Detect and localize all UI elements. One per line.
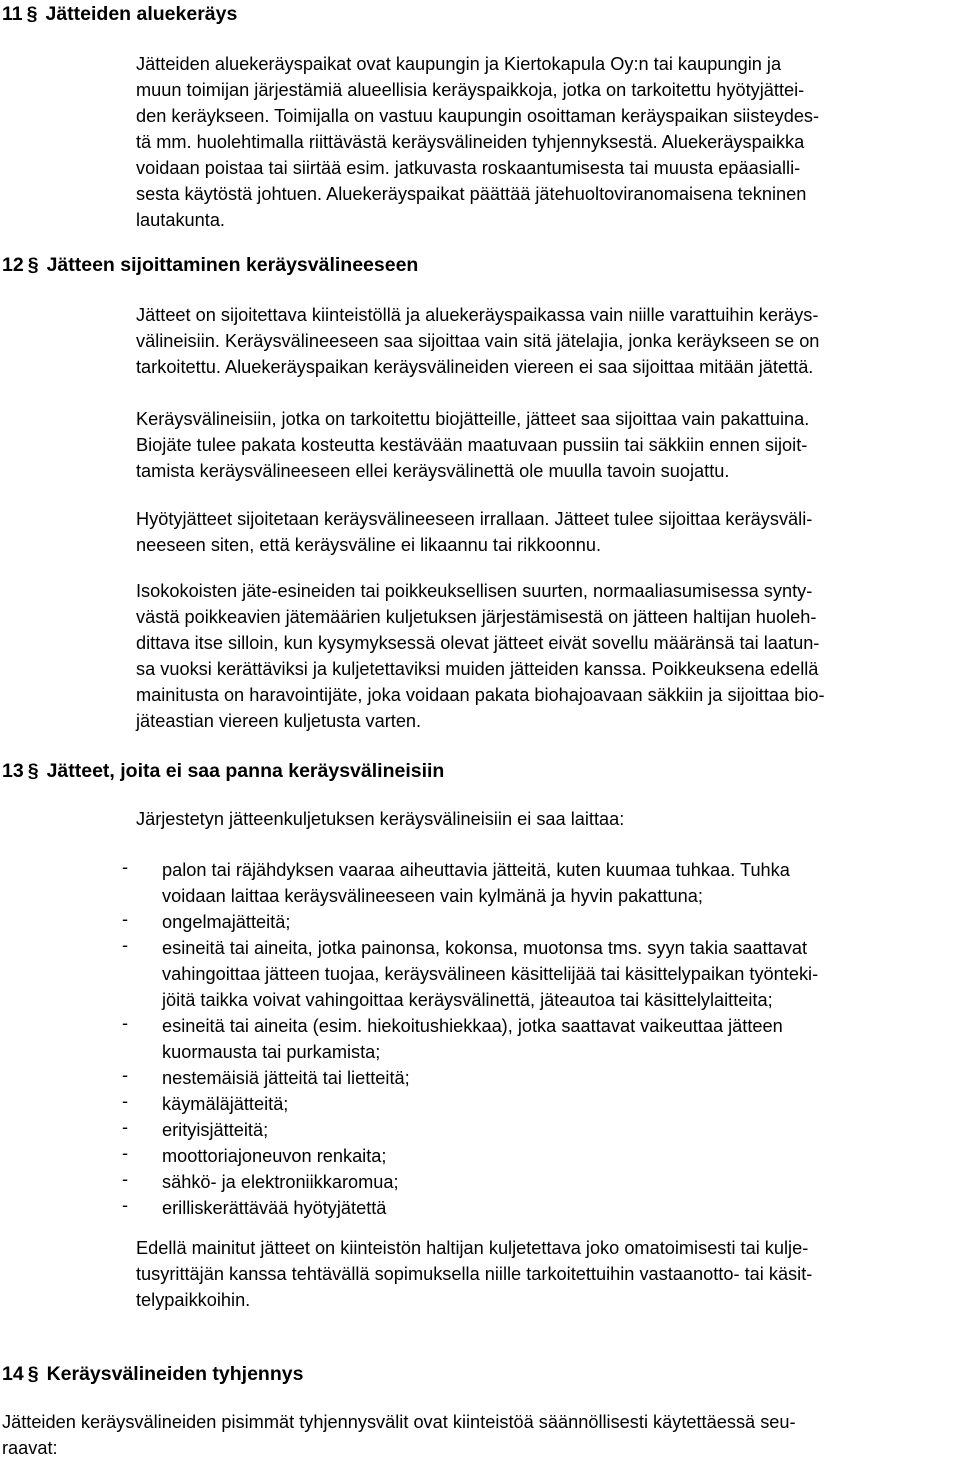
section-title: Jätteiden aluekeräys [45, 3, 238, 25]
section-12-paragraph-1 [136, 302, 956, 380]
section-title: Jätteen sijoittaminen keräysvälineeseen [46, 254, 419, 276]
list-item [120, 935, 956, 1013]
list-item [120, 1117, 956, 1143]
text-line: esineitä tai aineita, jotka painonsa, kokonsa, muotonsa tms. syyn takia saattavat [162, 938, 808, 958]
text-line: tarkoitettu. Aluekeräyspaikan keräysvälineiden viereen ei saa sijoittaa mitään jätettä. [136, 357, 814, 377]
list-marker: - [122, 935, 129, 955]
text-line: Isokokoisten jäte-esineiden tai poikkeuksellisen suurten, normaaliasumisessa synty- [136, 581, 813, 601]
list-item [120, 1169, 956, 1195]
section-number: 11 [2, 3, 23, 25]
section-number: 14 [2, 1363, 24, 1385]
section-symbol: § [27, 254, 39, 276]
text-line: esineitä tai aineita (esim. hiekoitushiekkaa), jotka saattavat vaikeuttaa jätteen [162, 1016, 783, 1036]
text-line: ongelmajätteitä; [162, 912, 291, 932]
section-14-heading [2, 1362, 303, 1386]
text-line: Jätteiden keräysvälineiden pisimmät tyhjennysvälit ovat kiinteistöä säännöllisesti käytettäessä seu- [2, 1412, 796, 1432]
text-line: Hyötyjätteet sijoitetaan keräysvälineeseen irrallaan. Jätteet tulee sijoittaa keräysväli- [136, 509, 813, 529]
text-line: moottoriajoneuvon renkaita; [162, 1146, 387, 1166]
list-item [120, 1143, 956, 1169]
text-line: voidaan poistaa tai siirtää esim. jatkuvasta roskaantumisesta tai muusta epäasialli- [136, 158, 801, 178]
text-line: Keräysvälineisiin, jotka on tarkoitettu biojätteille, jätteet saa sijoittaa vain pakattuina. [136, 409, 810, 429]
section-12-heading [2, 253, 418, 277]
list-marker: - [122, 857, 129, 877]
section-title: Keräysvälineiden tyhjennys [46, 1363, 304, 1385]
list-item [120, 1091, 956, 1117]
text-line: dittava itse silloin, kun kysymyksessä olevat jätteet eivät sovellu määränsä tai laatun- [136, 633, 820, 653]
list-item [120, 1065, 956, 1091]
text-line: tä mm. huolehtimalla riittävästä keräysvälineiden tyhjennyksestä. Aluekeräyspaikka [136, 132, 805, 152]
text-line: muun toimijan järjestämiä alueellisia keräyspaikkoja, jotka on tarkoitettu hyötyjättei- [136, 80, 805, 100]
section-symbol: § [27, 1363, 39, 1385]
text-line: västä poikkeavien jätemäärien kuljetuksen järjestämisestä on jätteen haltijan huoleh- [136, 607, 817, 627]
section-11-heading [2, 2, 237, 26]
section-number: 12 [2, 254, 24, 276]
text-line: telypaikkoihin. [136, 1290, 251, 1310]
list-marker: - [122, 1117, 129, 1137]
section-symbol: § [27, 760, 39, 782]
text-line: käymäläjätteitä; [162, 1094, 289, 1114]
text-line: Edellä mainitut jätteet on kiinteistön haltijan kuljetettava joko omatoimisesti tai kulje- [136, 1238, 809, 1258]
list-marker: - [122, 1195, 129, 1215]
section-11-paragraph-1 [136, 51, 956, 233]
text-line: Jätteiden aluekeräyspaikat ovat kaupungin ja Kiertokapula Oy:n tai kaupungin ja [136, 54, 782, 74]
text-line: erityisjätteitä; [162, 1120, 269, 1140]
text-line: lautakunta. [136, 210, 225, 230]
list-marker: - [122, 1091, 129, 1111]
list-item [120, 1195, 956, 1221]
section-14-paragraph-1 [2, 1409, 956, 1461]
section-symbol: § [26, 3, 38, 25]
text-line: sa vuoksi kerättäviksi ja kuljetettaviksi muiden jätteiden kanssa. Poikkeuksena edellä [136, 659, 819, 679]
text-line: tusyrittäjän kanssa tehtävällä sopimuksella niille tarkoitettuihin vastaanotto- tai käsit- [136, 1264, 813, 1284]
text-line: sesta käytöstä johtuen. Aluekeräyspaikat päättää jätehuoltoviranomaisena tekninen [136, 184, 807, 204]
text-line: välineisiin. Keräysvälineeseen saa sijoittaa vain sitä jätelajia, jonka keräykseen se on [136, 331, 820, 351]
section-title: Jätteet, joita ei saa panna keräysvälineisiin [46, 760, 445, 782]
text-line: neeseen siten, että keräysväline ei likaannu tai rikkoonnu. [136, 535, 602, 555]
section-12-paragraph-4 [136, 578, 956, 734]
section-12-paragraph-3 [136, 506, 956, 558]
text-line: vahingoittaa jätteen tuojaa, keräysvälineen käsittelijää tai käsittelypaikan työnteki- [162, 964, 819, 984]
text-line: voidaan laittaa keräysvälineeseen vain kylmänä ja hyvin pakattuna; [162, 886, 703, 906]
text-line: tamista keräysvälineeseen ellei keräysvälinettä ole muulla tavoin suojattu. [136, 461, 730, 481]
text-line: Biojäte tulee pakata kosteutta kestävään maatuvaan pussiin tai säkkiin ennen sijoit- [136, 435, 808, 455]
list-marker: - [122, 1013, 129, 1033]
section-13-intro [136, 806, 956, 832]
text-line: jöitä taikka voivat vahingoittaa keräysvälinettä, jäteautoa tai käsittelylaitteita; [162, 990, 773, 1010]
text-line: den keräykseen. Toimijalla on vastuu kaupungin osoittaman keräyspaikan siisteydes- [136, 106, 820, 126]
text-line: palon tai räjähdyksen vaaraa aiheuttavia jätteitä, kuten kuumaa tuhkaa. Tuhka [162, 860, 790, 880]
text-line: erilliskerättävää hyötyjätettä [162, 1198, 387, 1218]
text-line: jäteastian viereen kuljetusta varten. [136, 711, 422, 731]
section-13-outro [136, 1235, 956, 1313]
list-marker: - [122, 909, 129, 929]
text-line: kuormausta tai purkamista; [162, 1042, 381, 1062]
text-line: nestemäisiä jätteitä tai lietteitä; [162, 1068, 410, 1088]
text-line: raavat: [2, 1438, 58, 1458]
list-marker: - [122, 1169, 129, 1189]
section-number: 13 [2, 760, 24, 782]
prohibited-waste-list [120, 857, 956, 1221]
text-line: Jätteet on sijoitettava kiinteistöllä ja aluekeräyspaikassa vain niille varattuihin keräys- [136, 305, 819, 325]
text-line: sähkö- ja elektroniikkaromua; [162, 1172, 399, 1192]
list-item [120, 857, 956, 909]
text-line: Järjestetyn jätteenkuljetuksen keräysvälineisiin ei saa laittaa: [136, 809, 625, 829]
text-line: mainitusta on haravointijäte, joka voidaan pakata biohajoavaan säkkiin ja sijoittaa bio- [136, 685, 825, 705]
list-item [120, 1013, 956, 1065]
list-marker: - [122, 1065, 129, 1085]
section-12-paragraph-2 [136, 406, 956, 484]
section-13-heading [2, 759, 444, 783]
list-marker: - [122, 1143, 129, 1163]
list-item [120, 909, 956, 935]
